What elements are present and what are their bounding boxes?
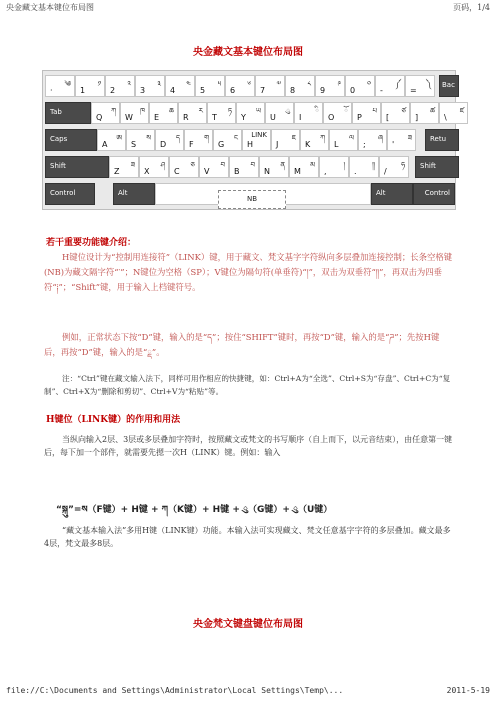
shift-key-right: Shift xyxy=(415,156,459,178)
page-footer xyxy=(6,686,490,698)
key-4 xyxy=(165,75,195,97)
key-U xyxy=(265,102,294,124)
key-label: X xyxy=(144,167,150,176)
doc-title-sanskrit: 央金梵文键盘键位布局图 xyxy=(193,619,303,630)
key-O xyxy=(323,102,352,124)
key-tibetan-label: ས xyxy=(146,134,151,142)
key-label: E xyxy=(154,113,160,122)
key-label: 4 xyxy=(170,86,176,95)
key-tibetan-label: ཤ xyxy=(160,161,165,169)
paragraph-text: 例如，正常状态下按“D”键，输入的是“ད”；按住“SHIFT”键时，再按“D”键，输入的是“ཌ”；先按H键后，再按“D”键，输入的是“ྡ”。 xyxy=(44,332,440,357)
key-] xyxy=(410,102,439,124)
key-, xyxy=(319,156,349,178)
key-label: A xyxy=(102,140,108,149)
control-key-right: Control xyxy=(413,183,455,205)
key-label: N xyxy=(264,167,270,176)
key-tibetan-label: ཅ xyxy=(190,161,195,169)
key-F xyxy=(184,129,213,151)
key-label: I xyxy=(299,113,302,122)
key-W xyxy=(120,102,149,124)
key-tibetan-label: ན xyxy=(280,161,285,169)
key-label: [ xyxy=(386,113,390,122)
key-D xyxy=(155,129,184,151)
key-label: Q xyxy=(96,113,103,122)
page-number: 页码，1/4 xyxy=(453,3,490,12)
key-tibetan-label: ཙ xyxy=(401,107,406,115)
key-tibetan-label: ༤ xyxy=(186,80,191,88)
key-label: 8 xyxy=(290,86,296,95)
key-tibetan-label: ོ xyxy=(344,107,348,115)
keyboard-layout xyxy=(42,70,464,210)
key-1 xyxy=(75,75,105,97)
key-' xyxy=(387,129,416,151)
key-· xyxy=(45,75,75,97)
key-/ xyxy=(379,156,409,178)
key-tibetan-label: ༦ xyxy=(247,80,251,88)
key-label: , xyxy=(324,167,327,176)
key-tibetan-label: ཟ xyxy=(407,134,412,142)
key-label: 6 xyxy=(230,86,236,95)
key-tibetan-label: ༢ xyxy=(127,80,131,88)
key-tibetan-label: ཁ xyxy=(140,107,145,115)
key-P xyxy=(352,102,381,124)
key-tibetan-label: ཏ xyxy=(228,107,232,115)
alt-key-right: Alt xyxy=(371,183,413,205)
key-label: 5 xyxy=(200,86,206,95)
key-X xyxy=(139,156,169,178)
key-label: G xyxy=(218,140,225,149)
key-label: B xyxy=(234,167,240,176)
key-label: T xyxy=(212,113,217,122)
key-backslash xyxy=(439,102,468,124)
key-tibetan-label: ཧ xyxy=(401,161,405,169)
key-tibetan-label: ཛ xyxy=(459,107,464,115)
key-label: U xyxy=(270,113,276,122)
key-tibetan-label: LINK xyxy=(251,131,267,139)
key-label: 7 xyxy=(260,86,266,95)
tab-key: Tab xyxy=(45,102,91,124)
key-label: S xyxy=(131,140,137,149)
doc-title: 央金藏文基本键位布局图 xyxy=(193,47,303,58)
key-tibetan-label: མ xyxy=(310,161,315,169)
key-label: Y xyxy=(241,113,246,122)
key-tibetan-label: ཟ xyxy=(130,161,135,169)
key-0 xyxy=(345,75,375,97)
key-2 xyxy=(105,75,135,97)
key-9 xyxy=(315,75,345,97)
key-5 xyxy=(195,75,225,97)
key-label: K xyxy=(305,140,311,149)
key-label: . xyxy=(354,167,357,176)
key-label: H xyxy=(247,140,254,149)
key-tibetan-label: ཆ xyxy=(169,107,174,115)
key-M xyxy=(289,156,319,178)
key-label: ] xyxy=(415,113,419,122)
key-tibetan-label: ཞ xyxy=(378,134,383,142)
key-tibetan-label: ཀ xyxy=(320,134,325,142)
key-H xyxy=(242,129,271,151)
key-tibetan-label: བ xyxy=(250,161,255,169)
page-header xyxy=(6,2,490,14)
key-J xyxy=(271,129,300,151)
key-label: 2 xyxy=(110,86,116,95)
backspace-key: Bac xyxy=(439,75,459,97)
key-label: F xyxy=(189,140,194,149)
key-tibetan-label: ༽ xyxy=(426,80,431,88)
header-title: 央金藏文基本键位布局图 xyxy=(6,3,94,12)
key-tibetan-label: ༼ xyxy=(395,80,401,88)
section-heading-link-key: H键位（LINK键）的作用和用法 xyxy=(46,415,181,425)
key-N xyxy=(259,156,289,178)
key-label: 9 xyxy=(320,86,326,95)
shift-key-left: Shift xyxy=(45,156,109,178)
paragraph-function-keys xyxy=(44,250,454,295)
key-label: D xyxy=(160,140,167,149)
key-label: W xyxy=(125,113,133,122)
key-label: - xyxy=(380,86,383,95)
key-tibetan-label: ར xyxy=(198,107,203,115)
key-label: P xyxy=(357,113,362,122)
key-. xyxy=(349,156,379,178)
key-tibetan-label: ༨ xyxy=(307,80,311,88)
key-tibetan-label: ༥ xyxy=(217,80,221,88)
key-K xyxy=(300,129,329,151)
key-7 xyxy=(255,75,285,97)
key-label: 1 xyxy=(80,86,86,95)
key-tibetan-label: ང xyxy=(233,134,238,142)
paragraph-text: H键位设计为“控制用连接符”（LINK）键，用于藏文、梵文基字字符纵向多层叠加连接控制；长条空格键(NB)为藏文隔字符“་”；N键位为空格（SP）；V键位为隔句符(单垂符)“།”，双击为双垂符“༎”，再双击为四垂符“༐”；“Shift”键，用于输入上档键符号。 xyxy=(44,252,453,292)
key-label: O xyxy=(328,113,335,122)
key-tibetan-label: པ xyxy=(372,107,377,115)
key-tibetan-label: ཇ xyxy=(291,134,296,142)
key-label: \ xyxy=(444,113,447,122)
key-tibetan-label: ༧ xyxy=(276,80,281,88)
key-tibetan-label: ཚ xyxy=(430,107,435,115)
key-V xyxy=(199,156,229,178)
key-B xyxy=(229,156,259,178)
key-[ xyxy=(381,102,410,124)
key-label: · xyxy=(50,86,53,95)
key-label: R xyxy=(183,113,189,122)
key-tibetan-label: ༠ xyxy=(367,80,371,88)
key-E xyxy=(149,102,178,124)
key-tibetan-label: བ xyxy=(220,161,225,169)
key-R xyxy=(178,102,207,124)
key-C xyxy=(169,156,199,178)
key-Z xyxy=(109,156,139,178)
key-label: Z xyxy=(114,167,120,176)
key-label: = xyxy=(410,86,417,95)
paragraph-link-usage: 当纵向输入2层、3层或多层叠加字符时，按照藏文或梵文的书写顺序（自上而下，以元音结束），由任意第一键后，每下加一个部件，就需要先摁一次H（LINK）键。例如：输入 xyxy=(44,435,453,457)
key-label: L xyxy=(334,140,339,149)
paragraph-stacking: “藏文基本输入法”多用H键（LINK键）功能。本输入法可实现藏文、梵文任意基字字符的多层叠加。藏文最多4层，梵文最多8层。 xyxy=(44,526,451,548)
key-Q xyxy=(91,102,120,124)
key-label: 3 xyxy=(140,86,146,95)
file-path: file://C:\Documents and Settings\Administrator\Local Settings\Temp\... xyxy=(6,686,344,695)
key-label: J xyxy=(276,140,279,149)
key-tibetan-label: ཡ xyxy=(255,107,261,115)
key-6 xyxy=(225,75,255,97)
key-S xyxy=(126,129,155,151)
key-; xyxy=(358,129,387,151)
caps-key: Caps xyxy=(45,129,97,151)
key-label: M xyxy=(294,167,301,176)
key-tibetan-label: ག xyxy=(204,134,209,142)
key-tibetan-label: ༄ xyxy=(64,80,71,88)
key-label: C xyxy=(174,167,180,176)
key-T xyxy=(207,102,236,124)
return-key: Retu xyxy=(425,129,459,151)
key-tibetan-label: ༩ xyxy=(337,80,341,88)
key-tibetan-label: ཨ xyxy=(116,134,122,142)
key-= xyxy=(405,75,435,97)
key-label: 0 xyxy=(350,86,356,95)
paragraph-example xyxy=(44,330,454,360)
key-label: V xyxy=(204,167,210,176)
key-label: ; xyxy=(363,140,366,149)
key-tibetan-label: ༣ xyxy=(157,80,161,88)
note-ctrl-shortcuts: 注：“Ctrl”键在藏文输入法下，同样可用作相应的快捷键，如：Ctrl+A为“全选”、Ctrl+S为“存盘”、Ctrl+C为“复制”、Ctrl+X为“删除和剪切”、Ctrl+V为“粘贴”等。 xyxy=(44,374,451,396)
key-tibetan-label: ུ xyxy=(286,107,290,115)
key-tibetan-label: ད xyxy=(175,134,180,142)
key-Y xyxy=(236,102,265,124)
key-I xyxy=(294,102,323,124)
key-tibetan-label: ལ xyxy=(349,134,354,142)
key-tibetan-label: ། xyxy=(343,161,345,169)
key-tibetan-label: ཀ xyxy=(111,107,116,115)
key-tibetan-label: ༡ xyxy=(97,80,101,88)
key-A xyxy=(97,129,126,151)
key-3 xyxy=(135,75,165,97)
alt-key-left: Alt xyxy=(113,183,155,205)
key-8 xyxy=(285,75,315,97)
key-label: / xyxy=(384,167,387,176)
section-heading-function-keys: 若干重要功能键介绍： xyxy=(46,238,137,248)
key-L xyxy=(329,129,358,151)
footer-date: 2011-5-19 xyxy=(446,686,490,695)
key-tibetan-label: ༎ xyxy=(372,161,375,169)
key-label: ' xyxy=(392,140,395,149)
key-- xyxy=(375,75,405,97)
formula-example: “སྐུ”=ས（F键）+ H键 + ཀ（K键）+ H键 + ུ（G键）+ ུ（U键） xyxy=(56,505,333,515)
key-G xyxy=(213,129,242,151)
nb-label: NB xyxy=(218,190,286,209)
key-tibetan-label: ི xyxy=(315,107,319,115)
control-key-left: Control xyxy=(45,183,95,205)
